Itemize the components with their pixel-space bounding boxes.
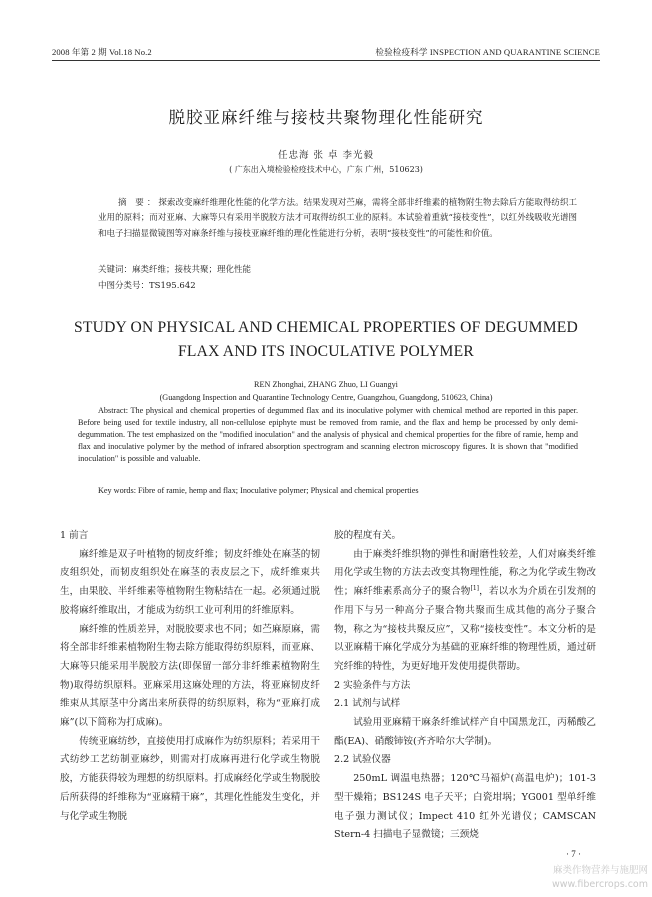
chinese-abstract-label: 摘 要：	[118, 198, 159, 208]
body-paragraph: 250mL 调温电热器；120℃马福炉(高温电炉)；101-3 型干燥箱；BS124S 电子天平；白瓷坩埚；YG001 型单纤维电子强力测试仪；Impect 410 红外光谱仪；CAMSCAN Stern-4 扫描电子显微镜；三颈烧	[334, 773, 596, 841]
running-header	[52, 46, 600, 58]
english-authors: REN Zhonghai, ZHANG Zhuo, LI Guangyi	[254, 380, 398, 389]
page-number: · 7 ·	[566, 849, 581, 859]
subsection-heading-2-1: 2.1 试剂与试样	[334, 698, 401, 710]
english-title	[52, 316, 600, 364]
watermark	[526, 864, 648, 892]
body-column-right	[334, 527, 596, 845]
body-paragraph: 传统亚麻纺纱，直接使用打成麻作为纺织原料；若采用干式纺纱工艺纺制亚麻纱，则需对打成麻再进行化学或生物脱胶，方能获得较为理想的纺织原料。打成麻经化学或生物脱胶后所获得的纤维称为“亚麻精干麻”，其理化性能发生变化，并与化学或生物脱	[60, 735, 320, 822]
chinese-abstract	[98, 196, 577, 242]
citation-text-before: 由于麻类纤维织物的弹性和耐磨性较差，人们对麻类纤维用化学或生物的方法去改变其物理性能，称之为化学或生物改性；麻纤维素系高分子的聚合物	[334, 548, 596, 598]
english-title-line-2: FLAX AND ITS INOCULATIVE POLYMER	[178, 343, 474, 360]
section-heading-2: 2 实验条件与方法	[334, 679, 411, 691]
classification-number: 中图分类号：TS195.642	[98, 281, 196, 291]
body-paragraph: 麻纤维是双子叶植物的韧皮纤维；韧皮纤维处在麻茎的韧皮组织处，而韧皮组织处在麻茎的表皮层之下，成纤维束共生，由果胶、半纤维素等植物附生物粘结在一起。必须通过脱胶将麻纤维取出，才能成为纺织工业可利用的纤维原料。	[60, 548, 320, 616]
body-paragraph-continued: 胶的程度有关。	[334, 530, 402, 541]
citation-text-after: ，若以水为介质在引发剂的作用下与另一种高分子聚合物共聚而生成其他的高分子聚合物，称之为“接枝共聚反应”，又称“接枝变性”。本文分析的是以亚麻精干麻化学成分为基础的亚麻纤维的物理性质，通过研究纤维的特性，为更好地开发使用提供帮助。	[334, 586, 596, 672]
watermark-line-2: www.fibercrops.com	[551, 879, 648, 890]
chinese-title: 脱胶亚麻纤维与接枝共聚物理化性能研究	[168, 108, 484, 127]
english-title-line-1: STUDY ON PHYSICAL AND CHEMICAL PROPERTIES OF DEGUMMED	[74, 319, 578, 336]
chinese-abstract-text: 探索改变麻纤维理化性能的化学方法。结果发现对苎麻，需将全部非纤维素的植物附生物去除后方能取得纺织工业用的原料；而对亚麻、大麻等只有采用半脱胶方法才可取得纺织工业的原料。本试验着重就“接枝变性”，以红外线吸收光谱图和电子扫描显微镜图等对麻条纤维与接枝亚麻纤维的理化性能进行分析，表明“接枝变性”的可能性和价值。	[98, 198, 578, 239]
body-paragraph: 试验用亚麻精干麻条纤维试样产自中国黑龙江，丙稀酸乙酯(EA)、硝酸铈铵(齐齐哈尔大学制)。	[334, 717, 596, 747]
english-abstract: Abstract: The physical and chemical properties of degummed flax and its inoculative polymer with chemical method are reported in this paper. Before being used for textile industry, all non-cellulose epiphyte must be removed from ramie, and the flax and hemp be processed by only demi-degummation. The test emphasized on the "modified inoculation" and the analysis of physical and chemical properties for the fibre of ramie, hemp and flax and inoculative polymer by the method of infrared absorption spectrogram and scanning electron microscopy figures. It is shown that "modified inoculation" is possible and valuable.	[78, 406, 578, 463]
body-paragraph: 麻纤维的性质差异，对脱胶要求也不同；如苎麻原麻，需将全部非纤维素植物附生物去除方能取得纺织原料，而亚麻、大麻等只能采用半脱胶方法(即保留一部分非纤维素植物附生物)取得纺织原料。亚麻采用这麻处理的方法，将亚麻韧皮纤维束从其原茎中分离出来所获得的纺织原料，称为“亚麻打成麻”(以下简称为打成麻)。	[60, 623, 320, 729]
section-heading-1: 1 前言	[60, 530, 89, 541]
chinese-authors: 任忠海 张 卓 李光毅	[277, 150, 375, 161]
header-journal: 检验检疫科学 INSPECTION AND QUARANTINE SCIENCE	[375, 47, 600, 57]
body-paragraph	[334, 546, 596, 677]
english-keywords: Key words: Fibre of ramie, hemp and flax; Inoculative polymer; Physical and chemical properties	[98, 486, 419, 495]
citation-ref: [1]	[470, 584, 479, 592]
chinese-affiliation: ( 广东出入境检验检疫技术中心，广东 广州，510623)	[229, 165, 423, 174]
subsection-heading-2-2: 2.2 试验仪器	[334, 754, 391, 766]
header-issue: 2008 年第 2 期 Vol.18 No.2	[52, 47, 152, 57]
chinese-keywords: 关键词：麻类纤维；接枝共聚；理化性能	[98, 265, 252, 275]
english-affiliation: (Guangdong Inspection and Quarantine Technology Centre, Guangzhou, Guangdong, 510623, China)	[159, 393, 493, 402]
watermark-line-1: 麻类作物营养与施肥网	[552, 865, 648, 876]
header-rule	[52, 60, 600, 61]
body-column-left	[60, 527, 320, 826]
